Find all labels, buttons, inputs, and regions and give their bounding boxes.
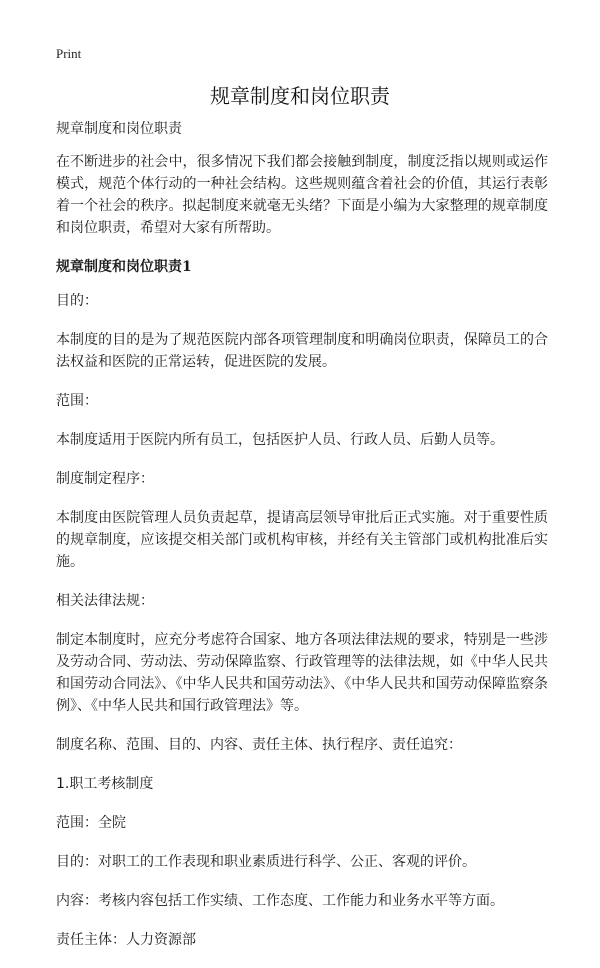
laws-label: 相关法律法规： [56, 593, 154, 609]
article-body [56, 118, 548, 968]
item1-content: 内容：考核内容包括工作实绩、工作态度、工作能力和业务水平等方面。 [56, 893, 504, 909]
procedure-label: 制度制定程序： [56, 471, 154, 487]
item1-scope: 范围：全院 [56, 815, 126, 831]
section-heading: 规章制度和岗位职责1 [56, 259, 192, 275]
purpose-paragraph: 本制度的目的是为了规范医院内部各项管理制度和明确岗位职责，保障员工的合法权益和医院的正常运转，促进医院的发展。 [56, 332, 548, 370]
item1-title: 1.职工考核制度 [56, 776, 154, 792]
item1-purpose: 目的：对职工的工作表现和职业素质进行科学、公正、客观的评价。 [56, 854, 476, 870]
intro-paragraph: 在不断进步的社会中，很多情况下我们都会接触到制度，制度泛指以规则或运作模式，规范个体行动的一种社会结构。这些规则蕴含着社会的价值，其运行表彰着一个社会的秩序。拟起制度来就毫无头绪？下面是小编为大家整理的规章制度和岗位职责，希望对大家有所帮助。 [56, 154, 548, 236]
laws-paragraph: 制定本制度时，应充分考虑符合国家、地方各项法律法规的要求，特别是一些涉及劳动合同、劳动法、劳动保障监察、行政管理等的法律法规，如《中华人民共和国劳动合同法》、《中华人民共和国劳动法》、《中华人民共和国劳动保障监察条例》、《中华人民共和国行政管理法》等。 [56, 632, 548, 714]
item1-owner: 责任主体：人力资源部 [56, 932, 196, 948]
procedure-paragraph: 本制度由医院管理人员负责起草，提请高层领导审批后正式实施。对于重要性质的规章制度，应该提交相关部门或机构审核，并经有关主管部门或机构批准后实施。 [56, 510, 548, 570]
print-link[interactable]: Print [56, 46, 82, 61]
page-title: 规章制度和岗位职责 [210, 84, 390, 108]
scope-label: 范围： [56, 393, 98, 409]
scope-paragraph: 本制度适用于医院内所有员工，包括医护人员、行政人员、后勤人员等。 [56, 432, 504, 448]
elements-paragraph: 制度名称、范围、目的、内容、责任主体、执行程序、责任追究： [56, 737, 462, 753]
purpose-label: 目的： [56, 293, 98, 309]
article-subtitle: 规章制度和岗位职责 [56, 121, 182, 137]
